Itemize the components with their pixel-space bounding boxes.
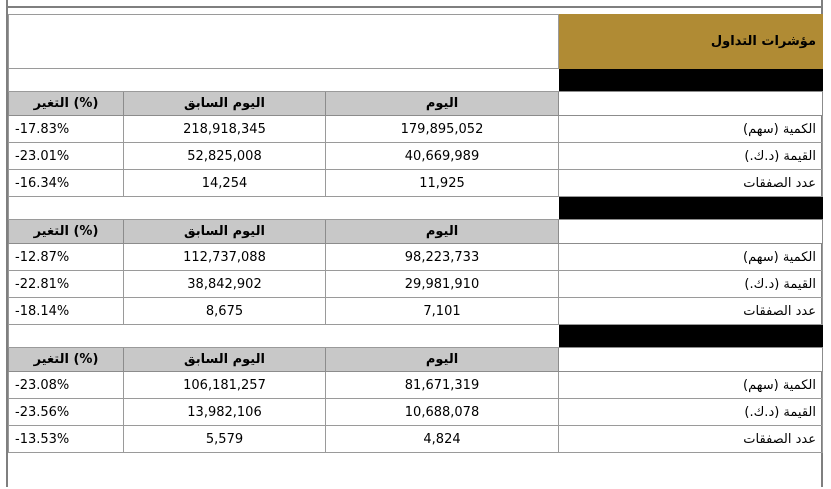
table-row — [9, 244, 823, 271]
table-row — [9, 271, 823, 298]
section-title: السوق الرئيسي — [559, 325, 823, 348]
row-label: القيمة (د.ك.) — [559, 399, 823, 426]
section-row — [9, 69, 823, 92]
section-blank — [9, 325, 559, 348]
table-row — [9, 426, 823, 453]
previous-cell: 14,254 — [124, 170, 326, 197]
change-cell: -23.56% — [9, 399, 124, 426]
today-cell: 11,925 — [326, 170, 559, 197]
header-label-blank — [559, 348, 823, 372]
previous-cell: 8,675 — [124, 298, 326, 325]
column-header-row — [9, 220, 823, 244]
table-row — [9, 116, 823, 143]
table-row — [9, 372, 823, 399]
header-label-blank — [559, 220, 823, 244]
section-title: السوق الأول — [559, 197, 823, 220]
row-label: عدد الصفقات — [559, 426, 823, 453]
today-cell: 81,671,319 — [326, 372, 559, 399]
header-today: اليوم — [326, 92, 559, 116]
section-row — [9, 325, 823, 348]
table-row — [9, 399, 823, 426]
previous-cell: 112,737,088 — [124, 244, 326, 271]
today-cell: 29,981,910 — [326, 271, 559, 298]
section-row — [9, 197, 823, 220]
change-cell: -13.53% — [9, 426, 124, 453]
title-row-blank — [9, 15, 559, 69]
change-cell: -16.34% — [9, 170, 124, 197]
previous-cell: 218,918,345 — [124, 116, 326, 143]
title-row — [9, 15, 823, 69]
today-cell: 4,824 — [326, 426, 559, 453]
change-cell: -12.87% — [9, 244, 124, 271]
header-today: اليوم — [326, 220, 559, 244]
change-cell: -23.08% — [9, 372, 124, 399]
change-cell: -22.81% — [9, 271, 124, 298]
row-label: عدد الصفقات — [559, 170, 823, 197]
section-blank — [9, 197, 559, 220]
row-label: الكمية (سهم) — [559, 116, 823, 143]
row-label: الكمية (سهم) — [559, 244, 823, 271]
table-row — [9, 298, 823, 325]
previous-cell: 38,842,902 — [124, 271, 326, 298]
previous-cell: 106,181,257 — [124, 372, 326, 399]
table-row — [9, 143, 823, 170]
row-label: عدد الصفقات — [559, 298, 823, 325]
today-cell: 98,223,733 — [326, 244, 559, 271]
table-title: مؤشرات التداول — [559, 15, 823, 69]
change-cell: -18.14% — [9, 298, 124, 325]
column-header-row — [9, 92, 823, 116]
section-title: إجمالي السوق — [559, 69, 823, 92]
row-label: الكمية (سهم) — [559, 372, 823, 399]
header-change: التغير (%) — [9, 92, 124, 116]
column-header-row — [9, 348, 823, 372]
header-today: اليوم — [326, 348, 559, 372]
today-cell: 7,101 — [326, 298, 559, 325]
previous-cell: 13,982,106 — [124, 399, 326, 426]
today-cell: 40,669,989 — [326, 143, 559, 170]
change-cell: -23.01% — [9, 143, 124, 170]
header-change: التغير (%) — [9, 348, 124, 372]
change-cell: -17.83% — [9, 116, 124, 143]
header-previous: اليوم السابق — [124, 348, 326, 372]
header-previous: اليوم السابق — [124, 220, 326, 244]
trading-indicators-table — [8, 14, 823, 453]
section-blank — [9, 69, 559, 92]
header-previous: اليوم السابق — [124, 92, 326, 116]
today-cell: 10,688,078 — [326, 399, 559, 426]
table-row — [9, 170, 823, 197]
row-label: القيمة (د.ك.) — [559, 143, 823, 170]
header-change: التغير (%) — [9, 220, 124, 244]
row-label: القيمة (د.ك.) — [559, 271, 823, 298]
previous-cell: 5,579 — [124, 426, 326, 453]
previous-cell: 52,825,008 — [124, 143, 326, 170]
header-label-blank — [559, 92, 823, 116]
today-cell: 179,895,052 — [326, 116, 559, 143]
